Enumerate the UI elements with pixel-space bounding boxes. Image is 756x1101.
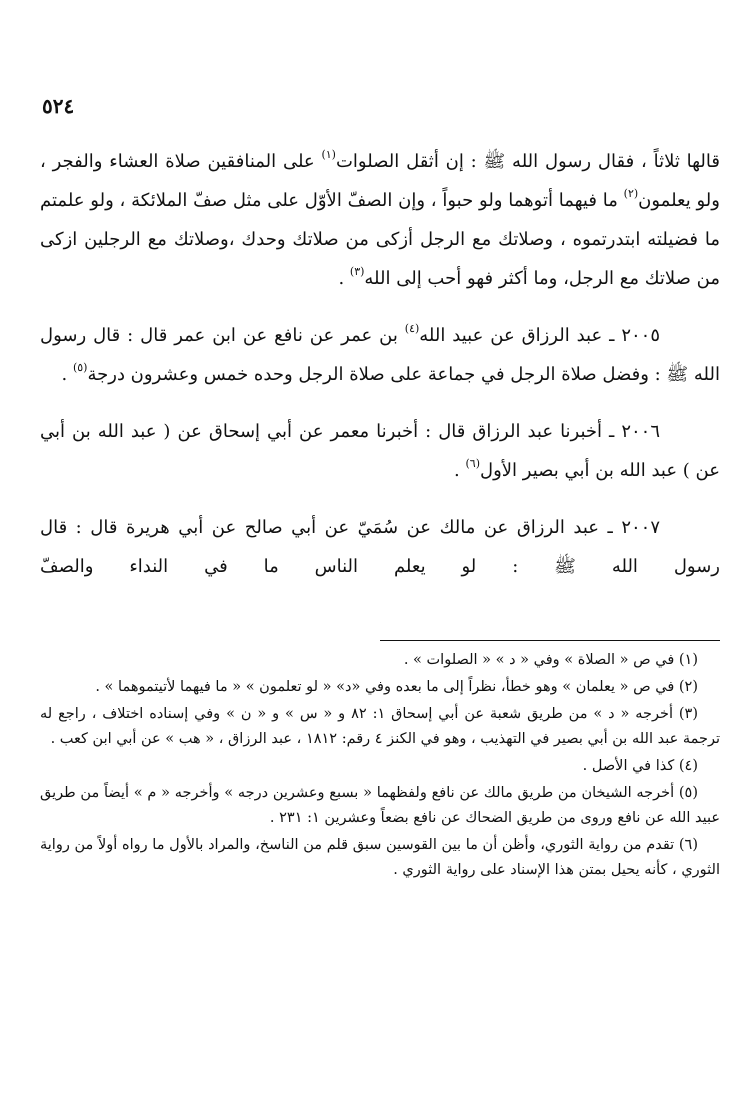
footnote-marker: (٥) [72, 361, 88, 374]
footnote-divider [380, 640, 720, 641]
footnote-3: (٣) أخرجه « د » من طريق شعبة عن أبي إسحاق ١: ٨٢ و « س » و « ن » وفي إسناده اختلاف ، راجع له ترجمة عبد الله بن أبي بصير في التهذيب ، وهو في الكنز ٤ رقم: ١٨١٢ ، عبد الرزاق ، « هب » عن أبي ابن كعب . [40, 706, 720, 747]
footnote-6: (٦) تقدم من رواية الثوري، وأظن أن ما بين القوسين سبق قلم من الناسخ، والمراد بالأول ما رواه أولاً من رواية الثوري ، كأنه يحيل بمتن هذا الإسناد على رواية الثوري . [40, 837, 720, 878]
footnote-2: (٢) في ص « يعلمان » وهو خطأ، نظراً إلى ما بعده وفي «د» « لو تعلمون » « ما فيهما لأتيتموهما » . [95, 679, 698, 695]
footnote-4: (٤) كذا في الأصل . [582, 758, 698, 774]
hadith-2005: ٢٠٠٥ ـ عبد الرزاق عن عبيد الله$^{(٤)}$ بن عمر عن نافع عن ابن عمر قال : قال رسول الله ﷺ : وفضل صلاة الرجل في جماعة على صلاة الرجل وحده خمس وعشرون درجة$^{(٥)}$ . [40, 322, 720, 385]
footnote-marker: (٦) [465, 457, 481, 470]
footnote-marker: (٤) [404, 322, 420, 335]
page-number: ٥٢٤ [42, 94, 75, 118]
footnotes [40, 648, 720, 885]
footnote-5: (٥) أخرجه الشيخان من طريق مالك عن نافع ولفظهما « بسبع وعشرين درجه » وأخرجه « م » أيضاً من طريق عبيد الله عن نافع وروى من طريق الضحاك عن نافع بضعاً وعشرين ١: ٢٣١ . [40, 785, 720, 826]
hadith-2006: ٢٠٠٦ ـ أخبرنا عبد الرزاق قال : أخبرنا معمر عن أبي إسحاق عن ( عبد الله بن أبي عن ) عبد الله بن أبي بصير الأول$^{(٦)}$ . [40, 421, 720, 481]
footnote-marker: (١) [321, 148, 336, 161]
main-text [40, 142, 720, 586]
footnote-1: (١) في ص « الصلاة » وفي « د » « الصلوات » . [403, 652, 698, 668]
footnote-marker: (٢) [623, 187, 639, 200]
hadith-2007: ٢٠٠٧ ـ عبد الرزاق عن مالك عن سُمَيّ عن أبي صالح عن أبي هريرة قال : قال رسول الله ﷺ : لو يعلم الناس ما في النداء والصفّ [40, 517, 720, 577]
footnote-marker: (٣) [349, 265, 365, 278]
paragraph-intro: قالها ثلاثاً ، فقال رسول الله ﷺ : إن أثقل الصلوات$^{(١)}$ على المنافقين صلاة العشاء والفجر ، ولو يعلمون$^{(٢)}$ ما فيهما أتوهما ولو حبواً ، وإن الصفّ الأوّل على مثل صفّ الملائكة ، ولو علمتم ما فضيلته ابتدرتموه ، وصلاتك مع الرجل أزكى من صلاتك وحدك ،وصلاتك مع الرجلين ازكى من صلاتك مع الرجل، وما أكثر فهو أحب إلى الله$^{(٣)}$ . [40, 148, 720, 289]
